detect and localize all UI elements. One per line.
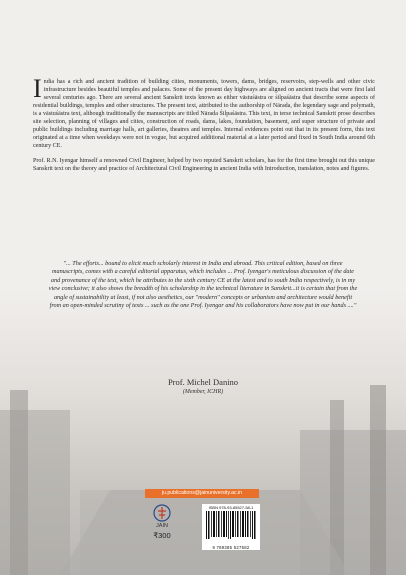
publisher-email[interactable]: ju.publications@jainuniversity.ac.in xyxy=(145,489,259,498)
blurb xyxy=(33,74,375,181)
blurb-paragraph-1 xyxy=(33,74,375,150)
price: ₹300 xyxy=(153,531,171,540)
isbn-barcode xyxy=(202,504,260,550)
publisher-logo xyxy=(148,504,176,546)
publisher-logo-text: JAIN xyxy=(156,523,168,529)
blurb-paragraph-1-text: ndia has a rich and ancient tradition of building cities, monuments, towers, dams, bridges, reservoirs, step-wells and other civic infrastructure besides beautiful temples and palaces. Some of the present day highways are aligned on ancient tracts that were first laid several centuries ago. There are several ancient Sanskrit texts known as either vāstuśāstra or śilpaśāstra that describe some aspects of residential buildings, temples and other structures. The present text, attributed to the authorship of Nārada, the legendary sage and polymath, is a vāstuśāstra text, although traditionally the manuscripts are titled Nārada Śilpaśāstra. This text, in terse technical Sanskrit prose describes site selection, planning of villages and cities, construction of roads, dams, lakes, foundation, basement, and super structure of private and public buildings including marriage halls, art galleries, theatres and temples. Internal evidences point out that in its present form, this text originated at a time when weekdays were not in vogue, but acquired additional material at a later period and fixed in South India around 6th century CE. xyxy=(33,79,375,150)
jain-logo-icon xyxy=(153,504,171,522)
dropcap: I xyxy=(33,74,42,103)
quote-author: Prof. Michel Danino xyxy=(167,377,239,387)
review-quote: "... The efforts... bound to elicit much scholarly interest in India and abroad. This critical edition, based on three manuscripts, comes with a careful editorial apparatus, which includes ... Prof. Iyengar's meticulous discussion of the date and provenance of the text, which he attributes to the sixth century CE at the latest and to south India respectively, is in my view conclusive; it also shows the breadth of his scholarship in the technical literature in Sanskrit...it is certain that from the angle of sustainability at least, if not also aesthetics, our "modern" concepts or urbanism and architecture would benefit from an open-minded scrutiny of texts ... such as the one Prof. Iyengar and his collaborators have now put in our hands ...." xyxy=(48,260,358,310)
quote-author-role: (Member, ICHR) xyxy=(182,389,224,395)
barcode-icon xyxy=(202,510,260,540)
isbn-number: ISBN 978-93-85527-58-1 xyxy=(208,505,254,510)
barcode-digits: 9 789385 527582 xyxy=(212,545,250,550)
blurb-paragraph-2: Prof. R.N. Iyengar himself a renowned Civil Engineer, helped by two reputed Sanskrit scholars, has for the first time brought out this unique Sanskrit text on the theory and practice of Architectural Civil Engineering in ancient India with Introduction, translation, notes and figures. xyxy=(33,158,375,173)
